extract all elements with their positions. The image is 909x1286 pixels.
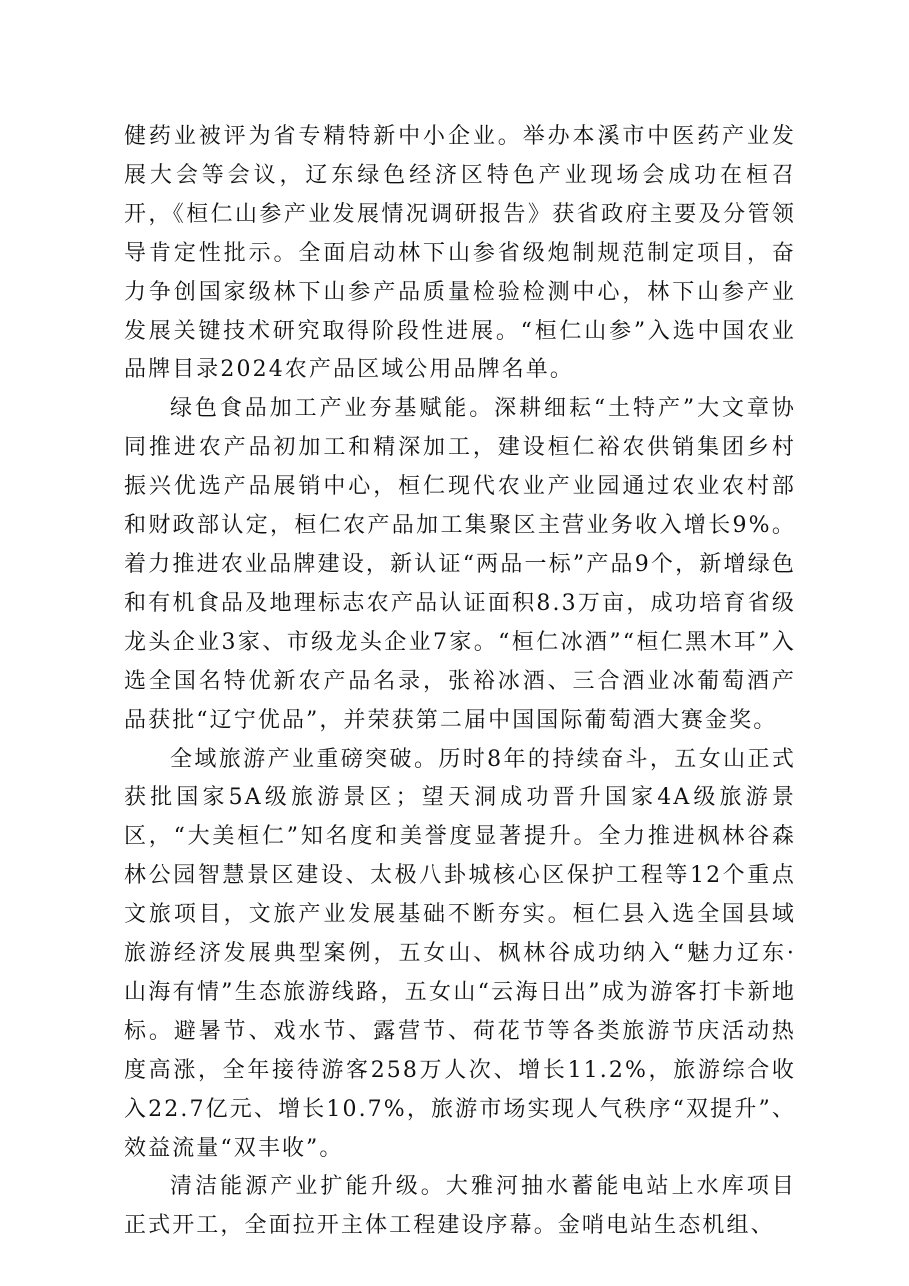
- paragraph-green-food: 绿色食品加工产业夯基赋能。深耕细耘“土特产”大文章协同推进农产品初加工和精深加工，建设桓仁裕农供销集团乡村振兴优选产品展销中心，桓仁现代农业产业园通过农业农村部和财政部认定，桓仁农产品加工集聚区主营业务收入增长9%。着力推进农业品牌建设，新认证“两品一标”产品9个，新增绿色和有机食品及地理标志农产品认证面积8.3万亩，成功培育省级龙头企业3家、市级龙头企业7家。“桓仁冰酒”“桓仁黑木耳”入选全国名特优新农产品名录，张裕冰酒、三合酒业冰葡萄酒产品获批“辽宁优品”，并荣获第二届中国国际葡萄酒大赛金奖。: [124, 396, 796, 733]
- paragraph-pharma: 健药业被评为省专精特新中小企业。举办本溪市中医药产业发展大会等会议，辽东绿色经济区特色产业现场会成功在桓召开，《桓仁山参产业发展情况调研报告》获省政府主要及分管领导肯定性批示。全面启动林下山参省级炮制规范制定项目，奋力争创国家级林下山参产品质量检验检测中心，林下山参产业发展关键技术研究取得阶段性进展。“桓仁山参”入选中国农业品牌目录2024农产品区域公用品牌名单。: [124, 124, 796, 383]
- paragraph-tourism: 全域旅游产业重磅突破。历时8年的持续奋斗，五女山正式获批国家5A级旅游景区；望天洞成功晋升国家4A级旅游景区，“大美桓仁”知名度和美誉度显著提升。全力推进枫林谷森林公园智慧景区建设、太极八卦城核心区保护工程等12个重点文旅项目，文旅产业发展基础不断夯实。桓仁县入选全国县域旅游经济发展典型案例，五女山、枫林谷成功纳入“魅力辽东·山海有情”生态旅游线路，五女山“云海日出”成为游客打卡新地标。避暑节、戏水节、露营节、荷花节等各类旅游节庆活动热度高涨，全年接待游客258万人次、增长11.2%，旅游综合收入22.7亿元、增长10.7%，旅游市场实现人气秩序“双提升”、效益流量“双丰收”。: [124, 746, 796, 1161]
- paragraph-clean-energy: 清洁能源产业扩能升级。大雅河抽水蓄能电站上水库项目正式开工，全面拉开主体工程建设序幕。金哨电站生态机组、: [124, 1174, 796, 1239]
- document-body: [124, 118, 796, 1246]
